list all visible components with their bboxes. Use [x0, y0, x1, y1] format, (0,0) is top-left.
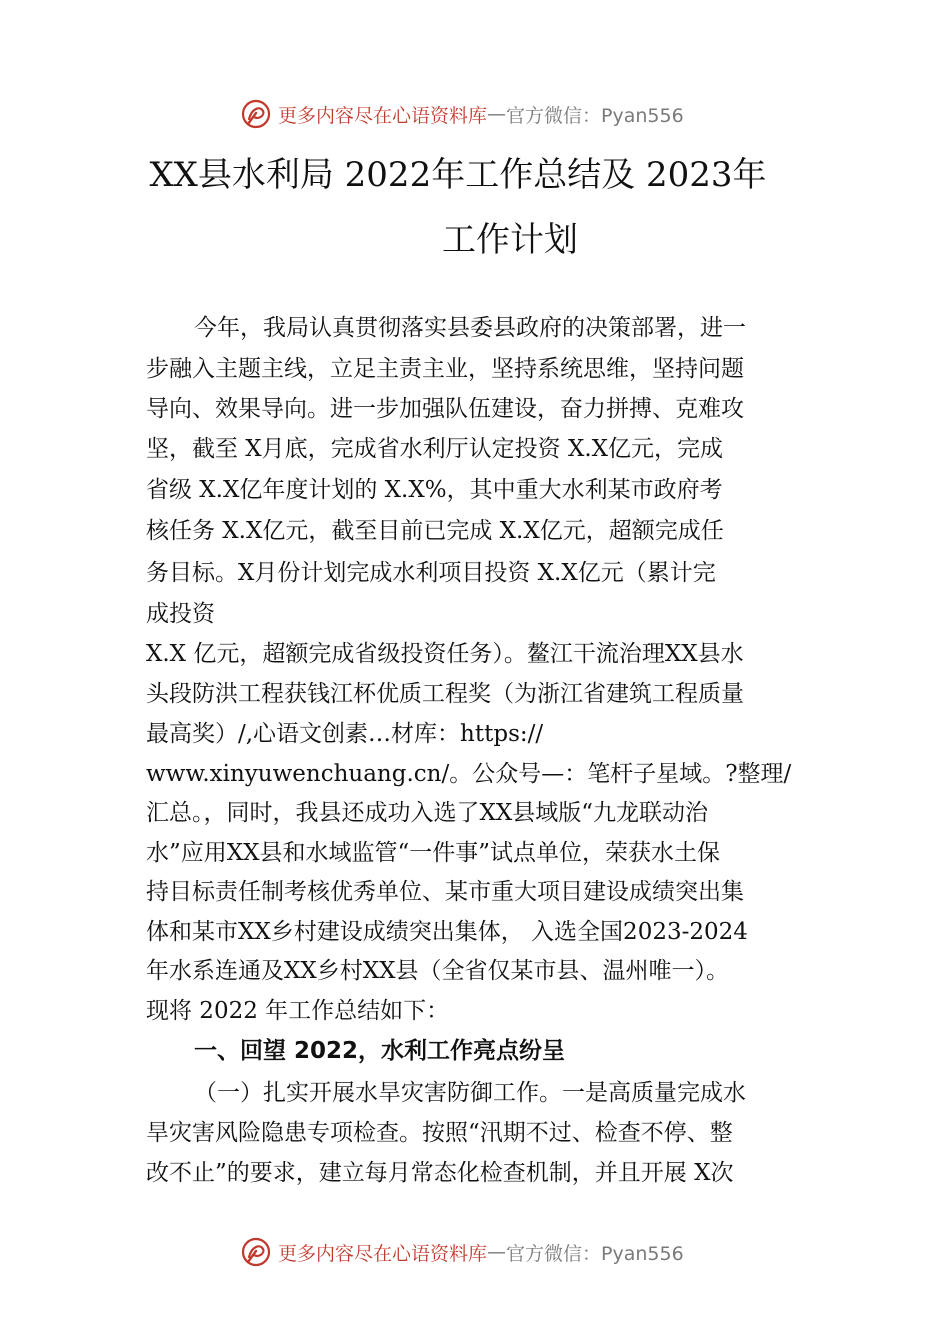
paragraph-line: 今年，我局认真贯彻落实县委县政府的决策部署，进一	[194, 315, 746, 341]
red-swirl-logo-icon	[240, 1236, 272, 1268]
red-swirl-logo-icon	[240, 98, 272, 130]
paragraph-line: 核任务 X.X亿元，截至目前已完成 X.X亿元，超额完成任	[146, 518, 724, 544]
document-title-line1: XX县水利局 2022年工作总结及 2023年	[149, 155, 767, 195]
paragraph-line: 水”应用XX县和水域监管“一件事”试点单位，荣获水土保	[146, 840, 721, 866]
watermark-wechat: 官方微信：Pyan556	[506, 1242, 684, 1265]
watermark-bottom	[240, 1234, 760, 1270]
watermark-top	[240, 96, 760, 132]
paragraph-line: 成投资	[146, 601, 215, 627]
paragraph-line: 旱灾害风险隐患专项检查。按照“汛期不过、检查不停、整	[146, 1120, 733, 1146]
document-title-line2: 工作计划	[442, 220, 578, 260]
paragraph-line: X.X 亿元，超额完成省级投资任务）。鳌江干流治理XX县水	[146, 641, 744, 667]
paragraph-line: （一）扎实开展水旱灾害防御工作。一是高质量完成水	[194, 1080, 746, 1106]
watermark-brand: 更多内容尽在心语资料库	[278, 1242, 488, 1265]
paragraph-line: 现将 2022 年工作总结如下：	[146, 998, 450, 1024]
paragraph-line: 头段防洪工程获钱江杯优质工程奖（为浙江省建筑工程质量	[146, 681, 744, 707]
section-heading: 一、回望 2022，水利工作亮点纷呈	[194, 1038, 566, 1064]
paragraph-line: 省级 X.X亿年度计划的 X.X%，其中重大水利某市政府考	[146, 477, 723, 503]
paragraph-line: 最高奖）/,心语文创素…材库：https://	[146, 721, 544, 747]
paragraph-line: 汇总。，同时，我县还成功入选了XX县域版“九龙联动治	[146, 800, 709, 826]
watermark-dash: —	[487, 1241, 507, 1263]
paragraph-line: 坚，截至 X月底，完成省水利厅认定投资 X.X亿元，完成	[146, 436, 724, 462]
paragraph-line: 步融入主题主线，立足主责主业，坚持系统思维，坚持问题	[146, 356, 744, 382]
paragraph-line: 体和某市XX乡村建设成绩突出集体， 入选全国2023-2024	[146, 919, 748, 945]
paragraph-line: www.xinyuwenchuang.cn/。公众号—：笔杆子星域。?整理/	[146, 761, 792, 787]
paragraph-line: 务目标。X月份计划完成水利项目投资 X.X亿元（累计完	[146, 560, 716, 586]
watermark-wechat: 官方微信：Pyan556	[506, 104, 684, 127]
paragraph-line: 导向、效果导向。进一步加强队伍建设，奋力拼搏、克难攻	[146, 396, 744, 422]
paragraph-line: 改不止”的要求，建立每月常态化检查机制，并且开展 X次	[146, 1160, 734, 1186]
paragraph-line: 持目标责任制考核优秀单位、某市重大项目建设成绩突出集	[146, 879, 744, 905]
paragraph-line: 年水系连通及XX乡村XX县（全省仅某市县、温州唯一）。	[146, 958, 729, 984]
watermark-brand: 更多内容尽在心语资料库	[278, 104, 488, 127]
watermark-dash: —	[487, 103, 507, 125]
